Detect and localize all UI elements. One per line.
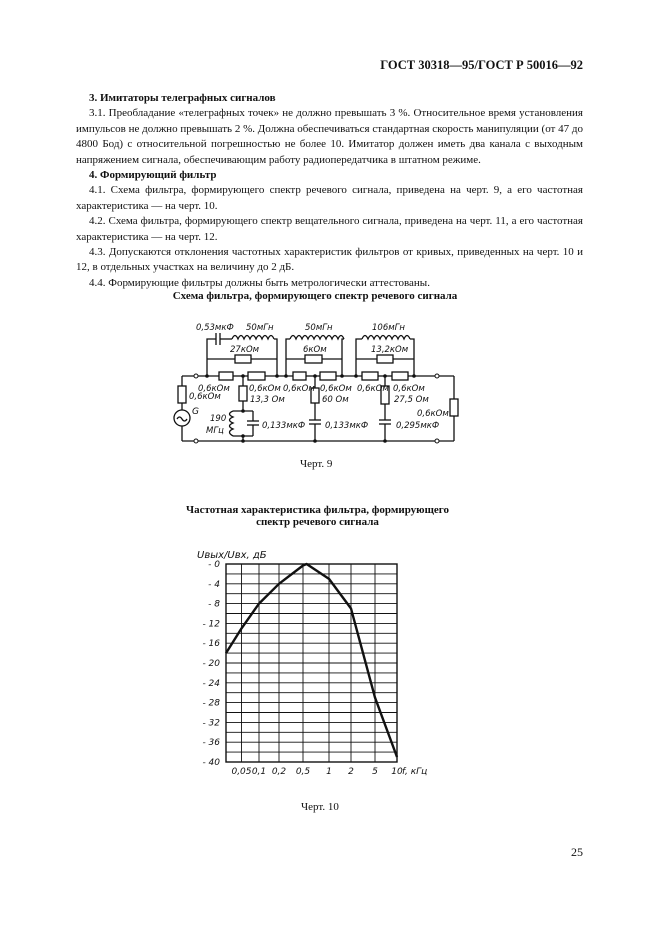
chart-ylabel: Uвых/Uвх, дБ <box>197 550 267 561</box>
x-tick-label: 0,2 <box>271 767 287 777</box>
frequency-response-chart <box>197 550 427 777</box>
label-c4: 0,295мкФ <box>396 421 440 431</box>
label-sh2: 60 Ом <box>322 395 349 405</box>
figure9-title: Схема фильтра, формирующего спектр речевого сигнала <box>172 290 458 302</box>
x-tick-label: 2 <box>348 767 354 777</box>
figure10-caption: Черт. 10 <box>301 801 339 813</box>
chart-xlabel: f, кГц <box>402 767 428 777</box>
label-c3: 0,133мкФ <box>325 421 369 431</box>
label-r132: 13,2кОм <box>371 345 409 355</box>
figure10-title-line1: Частотная характеристика фильтра, формирующего <box>186 504 449 516</box>
x-tick-label: 0,5 <box>295 767 311 777</box>
paragraph: 4.1. Схема фильтра, формирующего спектр речевого сигнала, приведена на черт. 9, а его частотная характеристика — на черт. 10. <box>76 184 583 212</box>
label-l1: 50мГн <box>246 323 274 333</box>
page-number: 25 <box>571 845 583 859</box>
label-sh3: 27,5 Ом <box>394 395 429 405</box>
y-tick-label: - 40 <box>202 758 220 768</box>
label-rs4: 0,6кОм <box>320 384 352 394</box>
label-rs6: 0,6кОм <box>393 384 425 394</box>
response-curve <box>226 564 397 757</box>
label-c2: 0,133мкФ <box>262 421 306 431</box>
label-gen: G <box>192 407 199 417</box>
label-rin: 0,6кОм <box>189 392 221 402</box>
x-tick-label: 0,05 <box>231 767 252 777</box>
x-tick-label: 10 <box>391 767 403 777</box>
paragraph: 4.4. Формирующие фильтры должны быть метрологически аттестованы. <box>89 276 430 289</box>
section-heading: 3. Имитаторы телеграфных сигналов <box>89 92 276 104</box>
y-tick-label: - 20 <box>202 659 220 669</box>
label-r27: 27кОм <box>230 345 260 355</box>
x-tick-label: 1 <box>326 767 332 777</box>
label-rs5: 0,6кОм <box>357 384 389 394</box>
label-f1: 190 <box>210 414 227 424</box>
y-tick-label: - 24 <box>202 678 220 689</box>
figure9-caption: Черт. 9 <box>300 458 333 470</box>
paragraph: 3.1. Преобладание «телеграфных точек» не должно превышать 3 %. Относительное время установления импульсов не должно превышать 2 %. Должна обеспечиваться стандартная скорость манипуляции (от 47 до 4800 Бод) с относительной погрешностью не более 10. Имитатор должен иметь два канала с выходным напряжением сигнала, обеспечивающим работу радиопередатчика в штатном режиме. <box>76 107 583 166</box>
paragraph: 4.3. Допускаются отклонения частотных характеристик фильтров от кривых, приведенных на черт. 10 и 12, в отдельных участках на величину до 2 дБ. <box>76 246 583 274</box>
document-header: ГОСТ 30318—95/ГОСТ Р 50016—92 <box>380 58 583 72</box>
y-tick-label: - 0 <box>208 560 220 570</box>
label-l2: 50мГн <box>305 323 333 333</box>
label-l3: 106мГн <box>372 323 405 333</box>
y-tick-label: - 28 <box>202 698 220 709</box>
label-f2: МГц <box>206 426 224 436</box>
y-tick-label: - 12 <box>202 619 220 630</box>
label-rs2: 0,6кОм <box>249 384 281 394</box>
x-tick-label: 5 <box>372 767 378 777</box>
label-rout: 0,6кОм <box>417 409 449 419</box>
label-r6: 6кОм <box>303 345 327 355</box>
section-heading: 4. Формирующий фильтр <box>89 169 217 182</box>
label-sh1: 13,3 Ом <box>250 395 285 405</box>
paragraph: 4.2. Схема фильтра, формирующего спектр вещательного сигнала, приведена на черт. 11, а его частотная характеристика — на черт. 12. <box>76 215 583 243</box>
y-tick-label: - 8 <box>208 599 220 610</box>
y-tick-label: - 36 <box>202 738 220 749</box>
y-tick-label: - 16 <box>202 639 220 650</box>
y-tick-label: - 32 <box>202 718 220 729</box>
y-tick-label: - 4 <box>208 579 220 590</box>
label-rs3: 0,6кОм <box>283 384 315 394</box>
label-c1: 0,53мкФ <box>196 323 234 333</box>
label-rs1: 0,6кОм <box>198 384 230 394</box>
figure10-title-line2: спектр речевого сигнала <box>256 516 379 528</box>
x-tick-label: 0,1 <box>251 767 267 777</box>
figure10-title <box>150 504 485 528</box>
